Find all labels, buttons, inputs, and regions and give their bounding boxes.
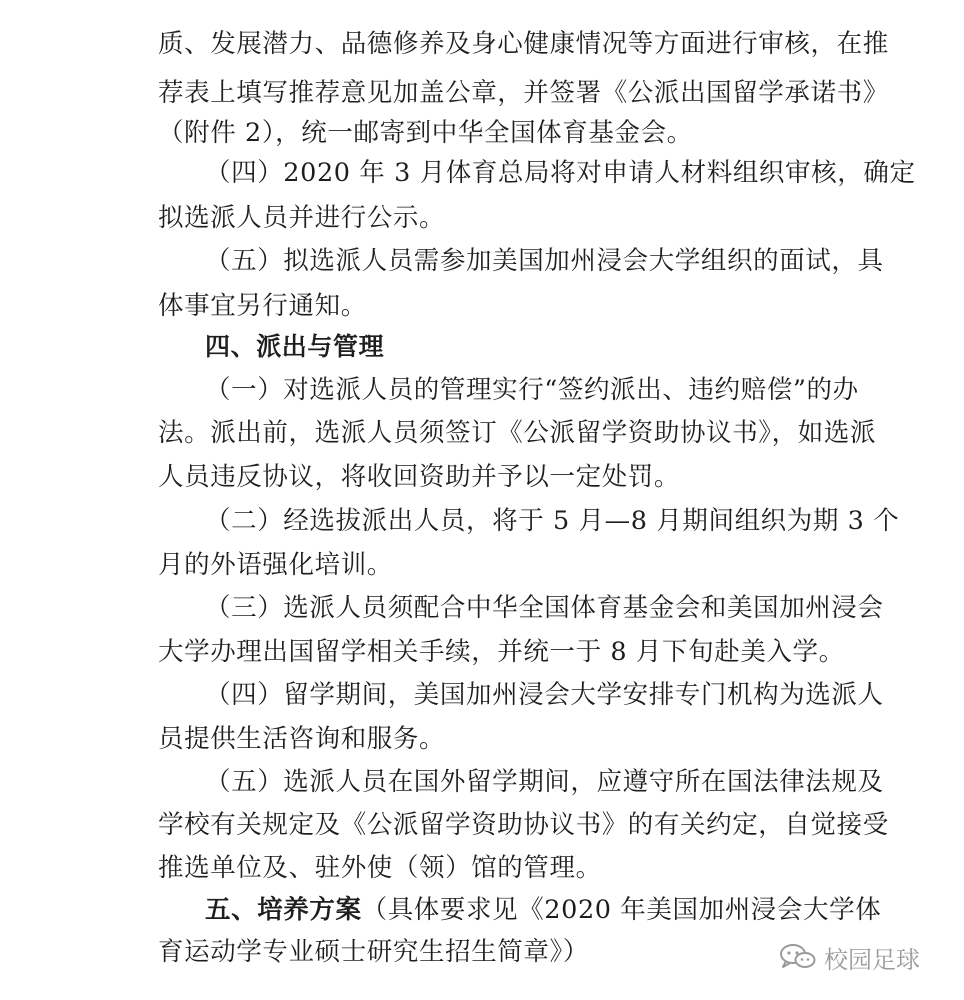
text-line: 育运动学专业硕士研究生招生简章》）	[158, 937, 589, 967]
text-line: （四）留学期间，美国加州浸会大学安排专门机构为选派人	[205, 680, 884, 710]
text-line: 大学办理出国留学相关手续，并统一于 8 月下旬赴美入学。	[158, 637, 845, 667]
text-line: 推选单位及、驻外使（领）馆的管理。	[158, 853, 602, 883]
text-line: 拟选派人员并进行公示。	[158, 203, 446, 233]
text-line: 荐表上填写推荐意见加盖公章，并签署《公派出国留学承诺书》	[158, 78, 889, 108]
text-line: 学校有关规定及《公派留学资助协议书》的有关约定，自觉接受	[158, 810, 889, 840]
text-line: （五）选派人员在国外留学期间，应遵守所在国法律法规及	[205, 767, 884, 797]
text-line: （四）2020 年 3 月体育总局将对申请人材料组织审核，确定	[205, 158, 916, 188]
text-line: （一）对选派人员的管理实行“签约派出、违约赔偿”的办	[205, 375, 859, 405]
section-heading: 四、派出与管理	[205, 332, 385, 361]
text-line: 人员违反协议，将收回资助并予以一定处罚。	[158, 462, 681, 492]
text-line: 法。派出前，选派人员须签订《公派留学资助协议书》，如选派	[158, 418, 877, 448]
watermark	[778, 940, 920, 974]
text-line: （五）拟选派人员需参加美国加州浸会大学组织的面试，具	[205, 246, 884, 276]
section-heading: 五、培养方案	[205, 895, 362, 925]
text-line: 五、培养方案（具体要求见《2020 年美国加州浸会大学体	[205, 895, 882, 925]
wechat-icon	[778, 942, 818, 972]
text-line: 月的外语强化培训。	[158, 550, 393, 580]
text-line: （附件 2），统一邮寄到中华全国体育基金会。	[158, 118, 693, 148]
text-line: 体事宜另行通知。	[158, 291, 367, 321]
text-line: 质、发展潜力、品德修养及身心健康情况等方面进行审核，在推	[158, 29, 889, 59]
text-line: （二）经选拔派出人员，将于 5 月—8 月期间组织为期 3 个	[205, 506, 900, 536]
text-line: （三）选派人员须配合中华全国体育基金会和美国加州浸会	[205, 593, 884, 623]
watermark-text: 校园足球	[824, 945, 920, 974]
text-line: 员提供生活咨询和服务。	[158, 724, 446, 754]
